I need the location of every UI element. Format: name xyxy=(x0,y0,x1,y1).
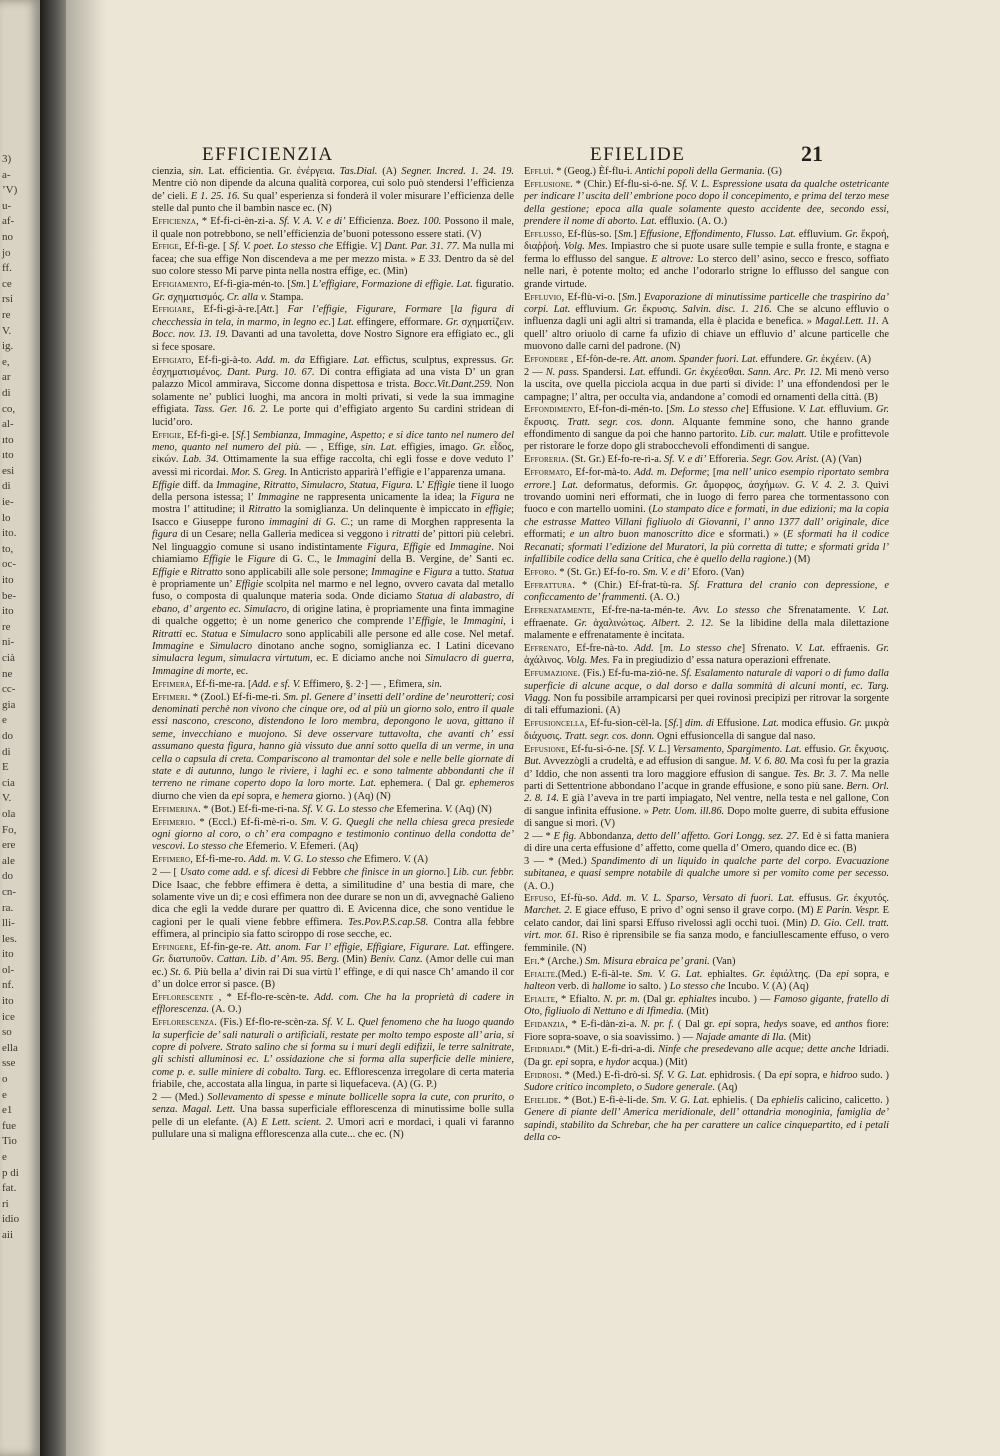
entry-headword: Effluì xyxy=(524,166,551,177)
dictionary-entry xyxy=(152,1017,514,1091)
dictionary-subsense xyxy=(524,367,889,404)
left-page-fragment: e xyxy=(2,1151,7,1163)
left-page-fragment: ri xyxy=(2,1197,9,1210)
entry-body: 3 — * (Med.) Spandimento di un liquido in qualche parte del corpo. Evacuazione subitanea, e quasi sempre notabile di qualche umore sì per vomito come per secesso. (A. O.) xyxy=(524,855,889,892)
left-page-fragment: lo xyxy=(2,511,11,524)
entry-body: , Ef-fu-si-ó-ne. [Sf. V. L.] Versamento, Spargimento. Lat. effusio. Gr. ἔκχυσις. But. Avvezzògli a crudeltà, e ad effusion di sangue. M. V. 6. 80. Ma così fu per la grazia d’ Iddio, che non assentì tra loro maggiore effusion di sangue. Tes. Br. 3. 7. Ma nelle parti di Settentrione abbondano l’acque in grande effusione, e sono più sane. Bern. Orl. 2. 8. 14. E già l’aveva in tre parti impiagato, Nel ventre, nella testa e nel gallone, Con di sangue infinita effusione. » Petr. Uom. ill.86. Dopo molte guerre, di subita effusione di sangue si morì. (V) xyxy=(524,743,889,830)
dictionary-subsense xyxy=(524,856,889,893)
dictionary-entry xyxy=(152,430,514,480)
entry-headword: Efflusione xyxy=(524,178,571,190)
left-page-fragment: V. xyxy=(2,324,12,337)
entry-body: .(Med.) E-fi-àl-te. Sm. V. G. Lat. ephialtes. Gr. ἐφιάλτης. (Da epi sopra, e halteon verb. di hallome io salto. ) Lo stesso che Incubo. V. (A) (Aq) xyxy=(524,968,889,992)
entry-body: . * (Bot.) Ef-fi-me-ri-na. Sf. V. G. Lo stesso che Efemerina. V. (Aq) (N) xyxy=(198,803,492,815)
left-page-fragment: ıto xyxy=(2,433,14,446)
left-page-fragment: e xyxy=(2,1088,7,1101)
left-page-fragment: ice xyxy=(2,1010,15,1023)
entry-headword: Effimerina xyxy=(152,803,199,815)
left-page-fragment: ito. xyxy=(2,527,17,540)
left-page-fragment: jo xyxy=(2,246,11,259)
dictionary-page xyxy=(66,0,1000,1456)
left-page-fragment: ol- xyxy=(2,963,15,976)
entry-body: . * (Eccl.) Ef-fi-mè-ri-o. Sm. V. G. Quegli che nella chiesa greca presiede ogni giorno al coro, o ch’ era compagno e testimonio continuo della condotta de’ vescovi. Lo stesso che Efemerio. V. Efemeri. (Aq) xyxy=(152,816,514,853)
entry-headword: Effigie xyxy=(152,429,182,441)
entry-body: , Ef-fi-ge. [ Sf. V. poet. Lo stesso che Effigie. V.] Dant. Par. 31. 77. Ma nulla mi facea; che sua effige Non discendeva a me per mezzo mista. » E 33. Dentro da sè del suo colore stesso Mi parve pinta nella nostra effige, ec. (Min) xyxy=(152,241,514,278)
entry-body: , Ef-fù-so. Add. m. V. L. Sparso, Versato di fuori. Lat. effusus. Gr. ἐκχυτός. Marchet. 2. E giace effuso, E privo d’ ogni senso il grave corpo. (M) E Parin. Vespr. E celato candor, dai lini sparsi Effuso rivelossi agli occhi tuoi. (Min) D. Gio. Cell. tratt. virt. mor. 61. Riso è riprensibile se fia sanza modo, e fanciullescamente effuso, o vero femminile. (N) xyxy=(524,893,890,954)
entry-body: , * Ef-fi-ci-èn-zi-a. Sf. V. A. V. e di’ Efficienza. Boez. 100. Possono il male, il quale non potrebbono, se nell’efficienzia de’buoni potessono essere stati. (V) xyxy=(152,216,514,240)
entry-body: 2 — * E fig. Abbondanza, detto dell’ affetto. Gori Longg. sez. 27. Ed è si fatta maniera di dire una certa effusione d’ affetto, come quella d’ Omero, quando dice ec. (B) xyxy=(524,831,889,855)
entry-body: , * Efialto. N. pr. m. (Dal gr. ephialtes incubo. ) — Famoso gigante, fratello di Oto, figliuolo di Nettuno e di Ifimedia. (Mit) xyxy=(524,993,890,1018)
left-page-fragment: e1 xyxy=(2,1104,13,1117)
entry-headword: Efforo xyxy=(524,567,555,578)
left-page-fragment: V. xyxy=(2,792,12,805)
left-page-fragment: co, xyxy=(2,402,16,415)
entry-headword: Efforeria xyxy=(524,454,566,466)
dictionary-entry xyxy=(524,467,889,566)
left-column xyxy=(152,166,514,1142)
left-page-fragment: ere xyxy=(2,839,16,852)
entry-headword: Efidriadi xyxy=(524,1044,563,1056)
dictionary-entry xyxy=(524,179,889,229)
dictionary-entry xyxy=(524,1095,889,1145)
entry-body: , * Ef-flo-re-scèn-te. Add. com. Che ha la proprietà di cadere in efflorescenza. (A. O.) xyxy=(152,991,514,1016)
left-page-fragment: ıto xyxy=(2,449,14,462)
left-page-fragment: re xyxy=(2,620,11,633)
entry-body: 2 — (Med.) Sollevamento di spesse e minute bollicelle sopra la cute, con prurito, o senza. Magal. Lett. Una bassa superficiale efflorescenza di minutissime bolle sulla pelle di un elefante. (A) E Lett. scient. 2. Umori acri e mordaci, i quali vi faranno pullulare una sì maligna efflorescenza alla cute... che ec. (N) xyxy=(152,1092,515,1141)
entry-body: , Ef-fi-gi-e. [Sf.] Sembianza, Immagine, Aspetto; e si dice tanto nel numero del meno, quanto nel numero del più. — , Effige, sin. Lat. effigies, imago. Gr. εἶδος, εἰκών. Lab. 34. Ottimamente la sua effige raccolta, chi egli fosse e dove veduto l’ avessi mi ricordai. Mor. S. Greg. In Anticristo apparirà l’effigie e l’apparenza umana. xyxy=(152,429,514,478)
page-number: 21 xyxy=(801,141,823,166)
entry-body: .* (Mit.) E-fi-drì-a-di. Ninfe che presedevano alle acque; dette anche Idriadi. (Da gr. epi sopra, e hydor acqua.) (Mit) xyxy=(524,1044,889,1068)
left-page-fragment: al- xyxy=(2,418,14,431)
entry-headword: Efficienza xyxy=(152,216,197,228)
left-page-fragment: e xyxy=(2,714,7,727)
entry-body: Effigie diff. da Immagine, Ritratto, Simulacro, Statua, Figura. L’ Effigie tiene il luogo della persona istessa; l’ Immagine ne rappresenta unicamente la idea; la Figura ne mostra l’ attitudine; il Ritratto la somiglianza. Un delinquente è impiccato in effigie; Isacco e Giuseppe furono immagini di G. C.; un rame di Morghen rappresenta la figura di un Cesare; nella Galleria medicea si veggono i ritratti de’ pittori più celebri. Nel linguaggio comune si usano indistintamente Figura, Effigie ed Immagine. Noi chiamiamo Effigie le Figure di G. C., le Immagini della B. Vergine, de’ Santi ec. Effigie e Ritratto sono applicabili alle sole persone; Immagine e Figura a tutto. Statua è propriamente un’ Effigie scolpita nel marmo e nel legno, ovvero cavata dal metallo fuso, o composta di qualunque materia soda. Onde diciamo Statua di alabastro, di ebano, d’ argento ec. Simulacro, di origine latina, è propriamente una finta immagine di qualche oggetto; è un nome generico che comprende l’Effigie, le Immagini, i Ritratti ec. Statua e Simulacro sono applicabili alle persone ed alle cose. Nel metaf. Immagine e Simulacro dinotano anche sogno, somiglianza ec. I Latini dicevano simulacra legum, simulacra virtutum, ec. E diciamo anche noi Simulacro di guerra, Immagine di morte, ec. xyxy=(152,479,515,677)
dictionary-entry xyxy=(152,692,514,804)
entry-body: . * (Chir.) Ef-frat-tù-ra. Sf. Frattura del cranio con depressione, e conficcamento de’ frammenti. (A. O.) xyxy=(524,579,889,604)
left-page-fragment: so xyxy=(2,1026,12,1039)
dictionary-entry xyxy=(524,643,889,668)
entry-body: . * (Zool.) Ef-fi-me-ri. Sm. pl. Genere d’ insetti dell’ ordine de’ neurotteri; così denominati perchè non vivono che cinque ore, od al più un giorno solo, entro il quale essi nascono, crescono, distendono le loro membra, depongono le uova, gittano il seme, invecchiano e muojono. Si deve osservare tuttavolta, che avanti ch’ essi assumano questa figura, hanno già vissuto due anni sotto quella di un verme, in una cella o capsula di creta. Compariscono al tramontar del sole e nelle belle giornate di state e di autunno, lungo le riviere, i laghi ec. e sono talmente abbondanti che il terreno ne rimane coperto dopo la loro morte. Lat. ephemera. ( Dal gr. ephemeros diurno che vien da epi sopra, e hemera giorno. ) (Aq) (N) xyxy=(152,691,514,802)
entry-body: , Ef-fi-gi-à-to. Add. m. da Effigiare. Lat. effictus, sculptus, expressus. Gr. ἐσχηματισμένος. Dant. Purg. 10. 67. Di contra effigiata ad una vista D’ un gran palazzo Micol ammirava, Siccome donna dispettosa e trista. Bocc.Vit.Dant.259. Non solamente ne’ publici luoghi, ma ancora in molti privati, si vede la sua immagine effigiata. Tass. Ger. 16. 2. Le porte qui d’effigiato argento Su cardini stridean di lucid’oro. xyxy=(152,354,514,428)
left-page-fragment: do xyxy=(2,870,13,883)
left-page-fragment: cc- xyxy=(2,683,16,696)
left-page-fragment: lli- xyxy=(2,917,15,930)
dictionary-entry xyxy=(524,166,889,178)
left-page-fragment: re xyxy=(2,308,11,321)
dictionary-entry xyxy=(524,956,889,968)
entry-body: . * (Bot.) E-fi-è-li-de. Sm. V. G. Lat. ephielis. ( Da ephielis calicino, calicetto. ) Genere di piante dell’ America meridionale, dell’ ottandria monoginia, famiglia de’ sapindi, stabilito da Schrebar, che ha per carattere un calice cinquepartito, ed i petali della co- xyxy=(524,1095,889,1144)
entry-headword: Effuso xyxy=(524,893,554,905)
entry-body: , Ef-fi-gi-à-re.[Att.] Far l’effigie, Figurare, Formare [la figura di checchessia in tela, in marmo, in legno ec.] Lat. effingere, efformare. Gr. σχηματίζειν. Bocc. nov. 13. 19. Davanti ad una tavoletta, dove Nostro Signore era effigiato ec., gli si fece sposare. xyxy=(152,304,515,353)
left-page-fragment: cia xyxy=(2,776,15,789)
entry-headword: Effigiare xyxy=(152,304,192,316)
left-page-fragment: ni- xyxy=(2,636,15,649)
left-page-fragment: u- xyxy=(2,199,12,212)
left-page-fragment: ito xyxy=(2,995,14,1008)
entry-body: , * E-fi-dàn-zi-a. N. pr. f. ( Dal gr. epi sopra, hedys soave, ed anthos fiore: Fiore sopra-soave, o sia soavissimo. ) — Najade amante di Ila. (Mit) xyxy=(524,1019,889,1043)
left-page-fragment: nf. xyxy=(2,979,14,992)
entry-headword: Effigiamento xyxy=(152,279,209,291)
entry-headword: Efflorescenza xyxy=(152,1017,215,1029)
left-page-fragment: ne xyxy=(2,667,13,680)
left-page-fragment: e, xyxy=(2,355,10,368)
dictionary-entry xyxy=(524,969,889,994)
dictionary-entry xyxy=(524,580,889,605)
entry-headword: Effondere xyxy=(524,354,569,366)
dictionary-entry xyxy=(524,404,889,454)
left-page-fragment: a- xyxy=(2,168,11,181)
entry-body: , Ef-flùs-so. [Sm.] Effusione, Effondimento, Flusso. Lat. effluvium. Gr. ἔκροή, διαῤῥοή. Volg. Mes. Impiastro che si puote usare sulle tempie e sulla fronte, e stagna e ferma lo efflusso del sangue. E altrove: Lo sterco dell’ asino, secco e fresco, soffiato nelle nari, è potente molto; ed anche l’odorarlo strigne lo efflusso del sangue con grande virtude. xyxy=(524,229,890,290)
entry-headword: Efi xyxy=(524,955,538,967)
entry-headword: Efialte xyxy=(524,968,556,980)
entry-headword: Effrenatamente xyxy=(524,605,593,617)
entry-headword: Effluvio xyxy=(524,291,562,303)
dictionary-entry xyxy=(524,1019,889,1044)
entry-headword: Effige xyxy=(152,241,179,253)
left-page-fragment: sse xyxy=(2,1057,16,1070)
entry-body: , Ef-fi-me-ra. [Add. e sf. V. Effimero, §. 2·] — , Efimera, sin. xyxy=(190,678,443,690)
entry-headword: Efidrosi xyxy=(524,1069,560,1081)
dictionary-entry xyxy=(524,229,889,291)
entry-body: , Ef-fi-gia-mén-to. [Sm.] L’effigiare, Formazione di effigie. Lat. figuratio. Gr. σχηματισμός. Cr. alla v. Stampa. xyxy=(152,279,514,303)
entry-body: , Ef-fòn-de-re. Att. anom. Spander fuori. Lat. effundere. Gr. ἐκχέειν. (A) xyxy=(568,354,872,366)
entry-headword: Effingere xyxy=(152,941,194,953)
dictionary-entry xyxy=(524,354,889,366)
entry-body: . (Fis.) Ef-fu-ma-zió-ne. Sf. Esalamento naturale di vapori o di fumo dalla superficie di alcune acque, o dal dorso e dalla sommità di alcuni monti, ec. Targ. Viagg. Non fu possibile arrampicarsi per quei rovinosi precipizi per ritrovar la sorgente di tali effumazioni. (A) xyxy=(524,668,889,717)
entry-body: , Ef-fre-na-ta-mén-te. Avv. Lo stesso che Sfrenatamente. V. Lat. effraenate. Gr. ἀχαλινώτως. Albert. 2. 12. Se la libidine della mala dilettazione malamente e effrenatamente è incitata. xyxy=(524,605,890,642)
dictionary-entry xyxy=(524,994,889,1019)
left-page-fragment: ito xyxy=(2,948,14,961)
entry-headword: Effimera xyxy=(152,678,191,690)
entry-body: , Ef-fre-nà-to. Add. [m. Lo stesso che] Sfrenato. V. Lat. effraenis. Gr. ἀχάλινος. Volg. Mes. Fa in pregiudizio d’ essa natura operazioni effrenate. xyxy=(524,642,889,667)
entry-body: , Ef-fon-di-mén-to. [Sm. Lo stesso che] Effusione. V. Lat. effluvium. Gr. ἔκρυσις. Tratt. segr. cos. donn. Alquante femmine sono, che hanno grande effondimento di sangue da poi che hanno partorito. Lib. cur. malatt. Utile e profittevole per ristorare le forze dopo gli strabocchevoli effondimenti di sangue. xyxy=(524,404,890,453)
left-page-fragment: di xyxy=(2,745,11,758)
left-page-fragment: E xyxy=(2,761,9,774)
dictionary-entry xyxy=(524,605,889,642)
entry-body: . * (St. Gr.) Ef-fo-ro. Sm. V. e di’ Eforo. (Van) xyxy=(554,567,745,578)
entry-headword: Efialte xyxy=(524,993,556,1005)
entry-body: , Ef-flù-vi-o. [Sm.] Evaporazione di minutissime particelle che traspirino da’ corpi. Lat. effluvium. Gr. ἔκρυσις. Salvin. disc. 1. 216. Che se alcuno effluvio o influenza dagli uni agli altri si tramanda, ella è placida e benefica. » Magal.Lett. 11. A quell’ altro oriuolo di carne fa ufizio di chiave un effluvio d’ alcune particelle che muovono dalle carni del padrone. (N) xyxy=(524,291,890,353)
dictionary-entry xyxy=(152,304,514,354)
left-page-fragment: Tio xyxy=(2,1135,17,1148)
left-page-fragment: o xyxy=(2,1073,8,1086)
entry-body: 2 — [ Usato come add. e sf. dicesi di Febbre che finisce in un giorno.] Lib. cur. febbr. Dice Isaac, che febbre effimera è detta, a similitudine d’ una bestia di mare, che solamente vive un dì; e così effimera non dee durare se non un dì, avvegnachè Galieno dica che egli la vedde durare per quattro dì. E Avicenna dice, che sono ventidue le cagioni per le quali viene febbre effimera. Tes.Pov.P.S.cap.58. Contra alla febbre effimera, al principio sia fatto sciroppo di rose secche, ec. xyxy=(152,867,514,941)
entry-headword: Effumazione xyxy=(524,668,578,680)
entry-body: .* (Arche.) Sm. Misura ebraica pe’ grani. (Van) xyxy=(537,955,736,967)
entry-body: cienzia, sin. Lat. efficientia. Gr. ἐνέργεια. Tas.Dial. (A) Segner. Incred. 1. 24. 19. Mentre ciò non dipende da alcuna qualità corporea, cui solo può stendersi l’efficienza de’ cieli. E 1. 25. 16. Su qual’ esperienza si fonderà il voler misurare l’efficienza delle stelle dal punto che il bambin nasce ec. (N) xyxy=(152,166,514,215)
entry-body: . * (Med.) E-fi-drò-si. Sf. V. G. Lat. ephidrosis. ( Da epi sopra, e hidroo sudo. ) Sudore critico incompleto, o Sudore generale. (Aq) xyxy=(524,1069,889,1094)
dictionary-entry xyxy=(152,216,514,241)
left-page-fragment: oc- xyxy=(2,558,17,571)
left-page-fragment: di xyxy=(2,386,11,399)
dictionary-entry xyxy=(524,1044,889,1069)
left-page-fragment: ola xyxy=(2,807,16,820)
left-page-fragment: fat. xyxy=(2,1182,17,1195)
entry-headword: Efidanzia xyxy=(524,1019,566,1031)
left-page-fragment: gia xyxy=(2,698,16,711)
entry-headword: Effrattura xyxy=(524,579,573,591)
entry-headword: Effusione xyxy=(524,743,566,755)
dictionary-entry xyxy=(524,668,889,718)
entry-headword: Efflorescente xyxy=(152,991,214,1003)
entry-body: , Ef-for-mà-to. Add. m. Deforme; [ma nell’ unico esempio riportato sembra errore.] Lat. deformatus, deformis. Gr. ἄμορφος, ἀσχήμων. G. V. 4. 2. 3. Quivi trovando uomini neri efformati, che in luogo di ferro parea che tormentassono con fuoco e con martello uomini. (Lo stampato dice e formati, in due edizioni; ma la copia che estrasse Matteo Villani figliuolo di Giovanni, l’ anno 1377 dall’ originale, dice efformati; e un altro buon manoscritto dice e sformati.) » (E sformati ha il codice Recanati; sformati l’edizione del Muratori, la più corretta di tutte; e sformati grida l’ infallibile codice della sana Critica, che è quello della ragione.) (M) xyxy=(524,467,890,566)
dictionary-entry xyxy=(524,893,889,955)
left-page-fragment: ff. xyxy=(2,262,12,275)
dictionary-entry xyxy=(152,854,514,866)
left-page-fragment: ie- xyxy=(2,496,14,509)
entry-body: . * (Chir.) Ef-flu-si-ó-ne. Sf. V. L. Espressione usata da qualche ostetricante per indicare l’ uscita dell’ embrione poco dopo il concepimento, e prima del terzo mese della gestione; epoca alla quale solamente questo accidente dee, secondo essi, prendere il nome di aborto. Lat. effluxio. (A. O.) xyxy=(524,178,890,228)
entry-headword: Effigiato xyxy=(152,354,192,366)
dictionary-entry xyxy=(152,679,514,691)
dictionary-entry xyxy=(524,292,889,354)
dictionary-entry xyxy=(524,1070,889,1095)
left-page-fragment: les. xyxy=(2,932,17,945)
left-page-fragment: ce xyxy=(2,277,12,290)
left-page-fragment: ’V) xyxy=(2,184,18,197)
left-page-fragment: ra. xyxy=(2,901,14,914)
entry-headword: Effrenato xyxy=(524,642,568,654)
dictionary-entry xyxy=(524,454,889,466)
entry-body: 2 — N. pass. Spandersi. Lat. effundi. Gr. ἐκχέεσθαι. Sann. Arc. Pr. 12. Mi menò verso la uscita, ove quella picciola acqua in due parti si divide: l’ una effondendosi per le campagne; l’ altra, per occulta via, andandone a’ comodi ed ornamenti della città. (B) xyxy=(524,367,889,403)
running-head-right: EFIELIDE xyxy=(590,144,686,165)
entry-headword: Effimeri xyxy=(152,691,188,703)
entry-headword: Efformato xyxy=(524,467,570,479)
left-page-fragment: ito xyxy=(2,605,14,618)
left-page-fragment: fue xyxy=(2,1119,17,1132)
dictionary-entry xyxy=(152,241,514,278)
left-page-fragment: p di xyxy=(2,1166,19,1179)
entry-headword: Effimerio xyxy=(152,816,193,828)
left-page-edge xyxy=(0,0,40,1456)
entry-body: , Ef-fi-me-ro. Add. m. V. G. Lo stesso che Efimero. V. (A) xyxy=(190,854,429,866)
dictionary-entry xyxy=(524,744,889,831)
entry-body: , Ef-fin-ge-re. Att. anom. Far l’ effigie, Effigiare, Figurare. Lat. effingere. Gr. διατυποῦν. Cattan. Lib. d’ Am. 95. Berg. (Min) Beniv. Canz. (Amor delle cui man ec.) St. 6. Più bella a’ divin rai Di sua virtù l’ effinge, e di qui nasce Ch’ amando il cor d’ un dolce error si pasce. (B) xyxy=(152,941,514,990)
left-page-fragment: rsi xyxy=(2,293,13,306)
left-page-fragment: do xyxy=(2,729,13,742)
left-page-fragment: 3) xyxy=(2,153,12,165)
dictionary-subsense xyxy=(524,831,889,856)
dictionary-entry xyxy=(152,992,514,1017)
entry-headword: Effondimento xyxy=(524,404,583,416)
dictionary-entry xyxy=(152,166,514,216)
book-gutter xyxy=(40,0,68,1456)
left-page-fragment: Fo, xyxy=(2,823,17,836)
running-head-left: EFFICIENZIA xyxy=(202,144,334,165)
entry-body: . * (Geog.) Èf-flu-i. Antichi popoli della Germania. (G) xyxy=(551,166,782,177)
left-page-fragment: af- xyxy=(2,215,15,228)
left-page-fragment: idio xyxy=(2,1213,20,1226)
left-page-fragment: ale xyxy=(2,854,15,867)
right-column xyxy=(524,166,889,1145)
left-page-fragment: cià xyxy=(2,652,15,664)
left-page-fragment: ito xyxy=(2,574,14,587)
left-page-fragment: esi xyxy=(2,464,15,477)
entry-body: . (Fis.) Ef-flo-re-scèn-za. Sf. V. L. Quel fenomeno che ha luogo quando la superficie de’ sali naturali o artificiali, restate per molto tempo esposte all’ aria, si copre di polvere. Strato salino che si forma su i muri degli edifizii, le terre salnitrate, gli schisti alluminosi ec. L’ ossidazione che si forma alla superficie delle miniere, come p. e. sulle miniere di cobalto. Targ. ec. Efflorescenza irregolare di certa materia friabile, che, accostata alla lingua, in parte si liquefaceva. (A) (G. P.) xyxy=(152,1017,515,1091)
left-page-fragment: di xyxy=(2,480,11,493)
entry-headword: Effusioncella xyxy=(524,718,585,730)
left-page-fragment: aii xyxy=(2,1228,13,1241)
entry-body: . (St. Gr.) Ef-fo-re-rì-a. Sf. V. e di’ Efforeria. Segr. Gov. Arist. (A) (Van) xyxy=(566,454,862,466)
left-page-fragment: no xyxy=(2,230,13,243)
dictionary-subsense xyxy=(152,1092,514,1142)
left-page-fragment: be- xyxy=(2,589,17,602)
dictionary-entry xyxy=(152,804,514,816)
left-page-fragment: ella xyxy=(2,1041,18,1054)
dictionary-entry xyxy=(152,942,514,992)
dictionary-entry xyxy=(152,817,514,854)
dictionary-entry xyxy=(524,718,889,743)
dictionary-entry xyxy=(152,279,514,304)
dictionary-entry xyxy=(152,355,514,429)
left-page-fragment: ar xyxy=(2,371,11,384)
entry-headword: Efielide xyxy=(524,1095,559,1107)
dictionary-entry xyxy=(152,480,514,679)
entry-headword: Effimero xyxy=(152,854,191,866)
entry-headword: Efflusso xyxy=(524,229,562,241)
left-page-fragment: ig. xyxy=(2,340,14,353)
dictionary-subsense xyxy=(152,867,514,941)
entry-body: , Ef-fu-sion-cèl-la. [Sf.] dim. di Effusione. Lat. modica effusio. Gr. μικρὰ διάχυσις. Tratt. segr. cos. donn. Ogni effusioncella di sangue dal naso. xyxy=(524,718,889,742)
left-page-fragment: to, xyxy=(2,542,14,555)
left-page-fragment: cn- xyxy=(2,885,17,898)
dictionary-entry xyxy=(524,567,889,579)
